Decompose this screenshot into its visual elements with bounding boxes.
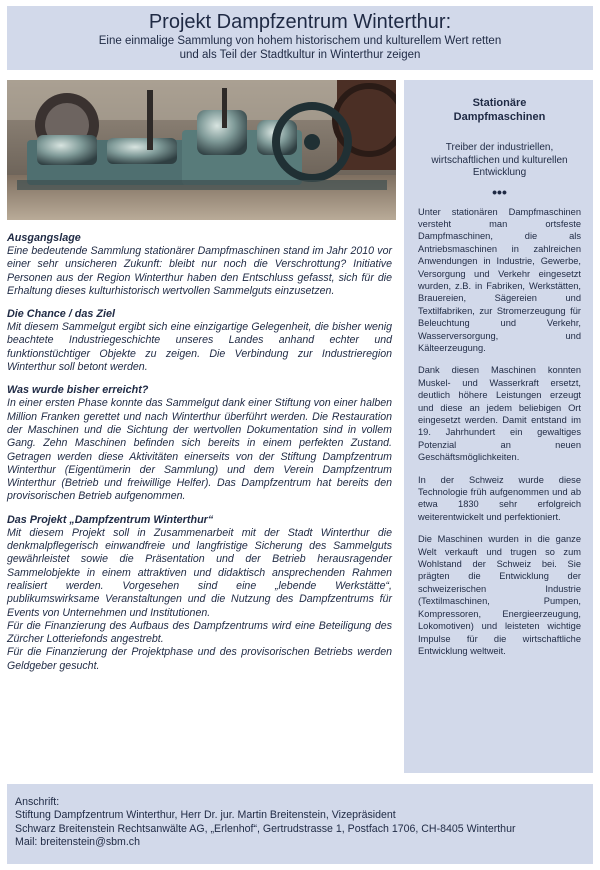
header-banner: [7, 6, 593, 70]
section-text-erreicht: In einer ersten Phase konnte das Sammelgut dank einer Stiftung von einer halben Million Franken gerettet und nach Winterthur überführt werden. Die Restauration der Maschinen und die Sichtung der wertvollen Dokumentation sind in vollem Gang. Zehn Maschinen befinden sich bereits in einem perfekten Zustand. Getragen werden diese Aktivitäten einerseits von der Stiftung Dampfzentrum Winterthur (Eigentümerin der Sammlung) und dem Verein Dampfzentrum Winterthur (Betrieb und freiwillige Helfer). Das Dampfzentrum hat bereits den provisorischen Betrieb aufgenommen.: [7, 397, 392, 503]
section-heading-erreicht: Was wurde bisher erreicht?: [7, 384, 149, 397]
steam-engine-photo: [7, 80, 396, 220]
section-heading-ausgangslage: Ausgangslage: [7, 232, 81, 244]
sidebar-title-line1: Stationäre: [472, 97, 527, 109]
sidebar-paragraph-2: Dank diesen Maschinen konnten Muskel- und Wasserkraft ersetzt, deutlich höhere Leistungen erzeugt und diese an jedem beliebigen Ort eingesetzt werden. Damit entstand im 19. Jahrhundert ein gewaltiges Potenzial an neuen Geschäftsmöglichkeiten.: [418, 365, 581, 463]
section-text-ausgangslage: Eine bedeutende Sammlung stationärer Dampfmaschinen stand im Jahr 2010 vor einer sehr unsicheren Zukunft: bleibt nur noch die Verschrottung? Initiative Personen aus der Region Winterthur haben den Entschluss gefasst, sich für die Erhaltung dieses kulturhistorisch wertvollen Sammelguts einzusetzen.: [7, 245, 392, 297]
footer-line-mail: Mail: breitenstein@sbm.ch: [15, 835, 140, 848]
section-text-projekt: Mit diesem Projekt soll in Zusammenarbeit mit der Stadt Winterthur die denkmalpflegerisch einwandfreie und langfristige Sicherung des Sammelguts gewährleistet sowie die Präsentation und der Betrieb herausragender Sammelobjekte in einem attraktiven und didaktisch ansprechenden Rahmen realisiert werden. Vorgesehen sind eine „lebende Werkstätte“, publikumswirksame Veranstaltungen und die Nutzung des Dampfzentrums für Events von Unternehmen und Institutionen.: [7, 526, 392, 619]
section-text-lotteriefonds: Für die Finanzierung des Aufbaus des Dampfzentrums wird eine Beteiligung des Zürcher Lotteriefonds angestrebt.: [7, 619, 392, 646]
section-heading-chance: Die Chance / das Ziel: [7, 308, 116, 321]
sidebar-paragraph-4: Die Maschinen wurden in die ganze Welt verkauft und trugen so zum Wohlstand der Schweiz bei. Sie prägten die Entwicklung der schweizerischen Industrie (Textilmaschinen, Pumpen, Kompressoren, Energieerzeugung, Lokomotiven) und leisteten wichtige Impulse für die wirtschaftliche Entwicklung weltweit.: [418, 534, 581, 656]
main-content: [7, 231, 392, 673]
footer-line-lawfirm: Schwarz Breitenstein Rechtsanwälte AG, „Erlenhof“, Gertrudstrasse 1, Postfach 1706, CH-8405 Winterthur: [15, 822, 516, 835]
sidebar-title-line2: Dampfmaschinen: [453, 111, 546, 123]
footer-label: Anschrift:: [15, 796, 60, 808]
sidebar-steam-engines: [404, 80, 593, 773]
footer-address: [7, 784, 593, 864]
sidebar-subtitle: Treiber der industriellen, wirtschaftlichen und kulturellen Entwicklung: [431, 142, 568, 178]
sidebar-paragraph-1: Unter stationären Dampfmaschinen versteht man ortsfeste Dampfmaschinen, die als Antriebsmaschinen in zahlreichen Anwendungen in Industrie, Gewerbe, Versorgung und Verkehr eingesetzt wurden, z.B. in Fabriken, Werkstätten, Brauereien, Sägereien und Textilfabriken, zur Stromerzeugung für Beleuchtung und Verkehr, Wasserversorgung, und Kälteerzeugung.: [418, 206, 581, 353]
page-title: Projekt Dampfzentrum Winterthur:: [148, 11, 452, 33]
page-subtitle-line2: und als Teil der Stadtkultur in Winterthur zeigen: [179, 49, 421, 61]
section-heading-projekt: Das Projekt „Dampfzentrum Winterthur“: [7, 513, 214, 526]
section-text-geldgeber: Für die Finanzierung der Projektphase und des provisorischen Betriebs werden Geldgeber gesucht.: [7, 646, 392, 672]
footer-line-foundation: Stiftung Dampfzentrum Winterthur, Herr Dr. jur. Martin Breitenstein, Vizepräsident: [15, 809, 396, 822]
sidebar-paragraph-3: In der Schweiz wurde diese Technologie früh aufgenommen und ab etwa 1830 sehr erfolgreich weiterentwickelt und perfektioniert.: [418, 474, 581, 522]
section-text-chance: Mit diesem Sammelgut ergibt sich eine einzigartige Gelegenheit, die bisher wenig beachtete Industriegeschichte unseres Landes anhand echter und funktionstüchtiger Objekte zu zeigen. Die Verbindung zur Industrieregion Winterthur soll betont werden.: [7, 321, 392, 374]
sidebar-dots-separator: •••: [492, 183, 507, 200]
page-subtitle-line1: Eine einmalige Sammlung von hohem historischem und kulturellem Wert retten: [98, 35, 502, 47]
steam-engine-illustration: [7, 80, 396, 220]
